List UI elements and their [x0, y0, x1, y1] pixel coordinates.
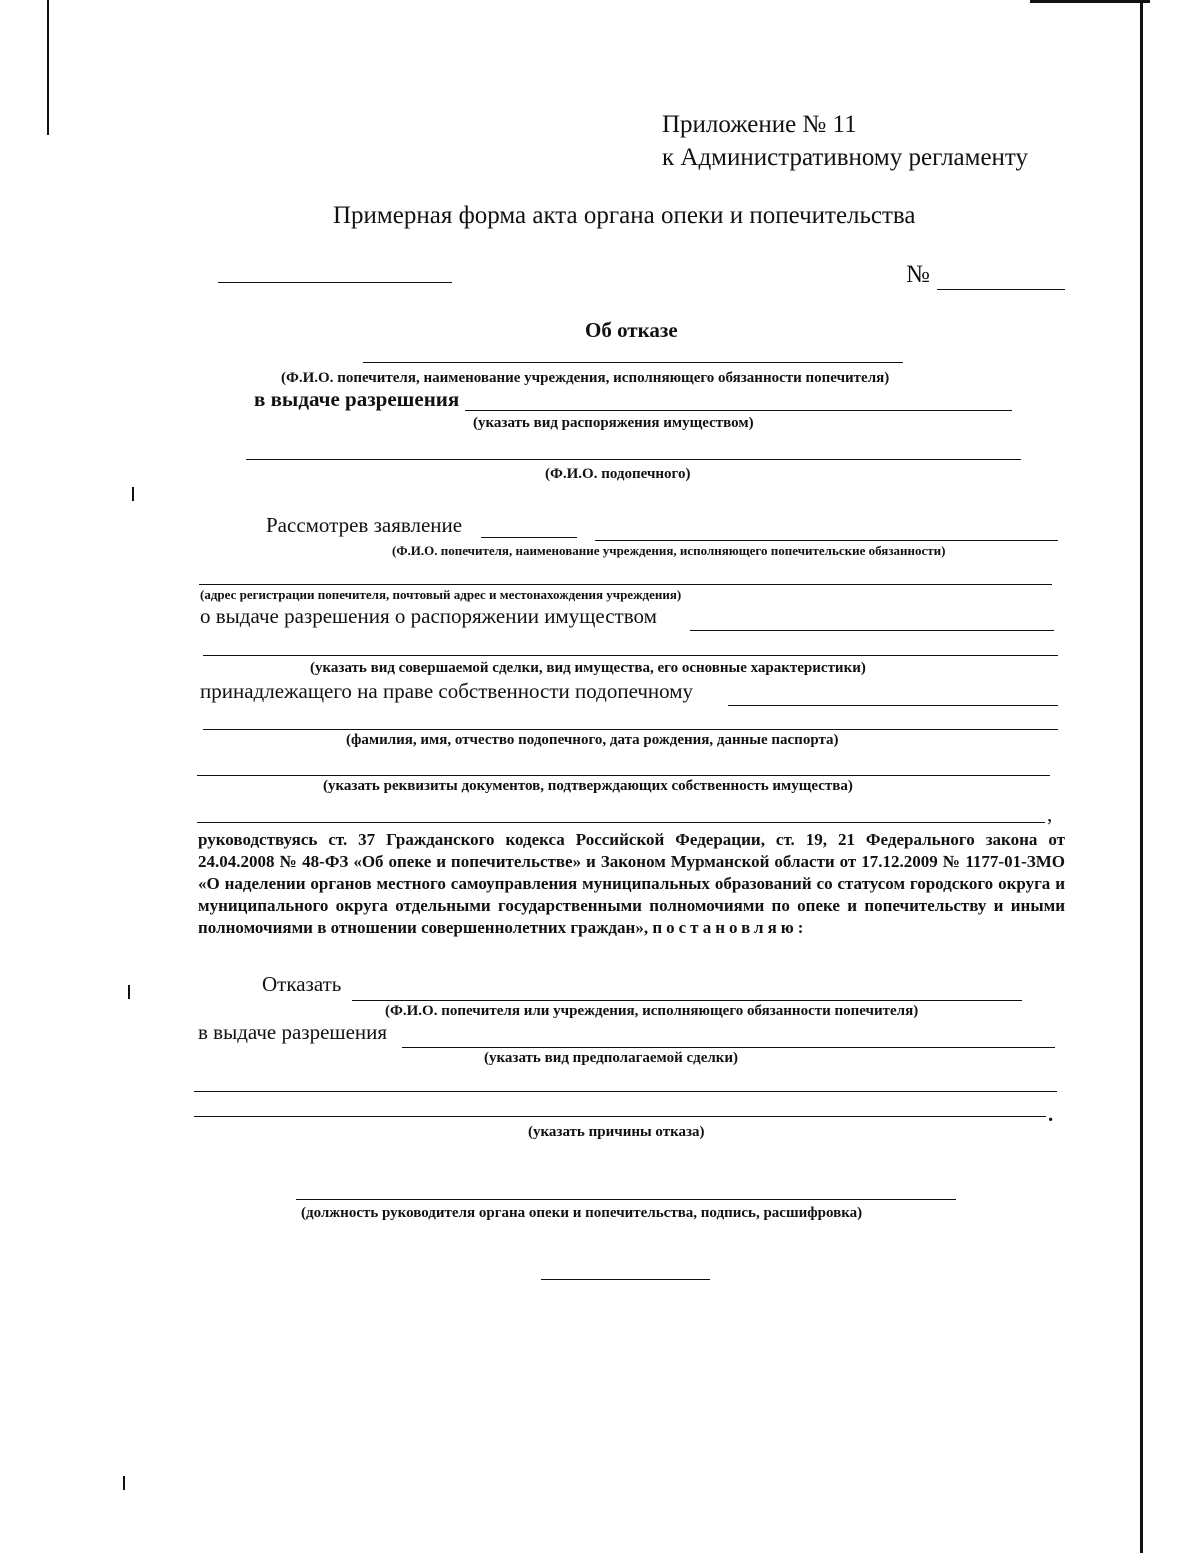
- date-line: [218, 282, 452, 283]
- guardian-name-hint-2: (Ф.И.О. попечителя, наименование учреждения, исполняющего попечительские обязанности): [392, 543, 946, 558]
- period-mark: .: [1048, 1102, 1054, 1126]
- scan-mark-left-3: [123, 1476, 125, 1490]
- reasons-line-1: [194, 1091, 1057, 1092]
- number-sign: №: [906, 261, 930, 288]
- property-disposal-hint: (указать вид распоряжения имуществом): [473, 415, 754, 431]
- disposal-label: о выдаче разрешения о распоряжении имуществом: [200, 604, 657, 628]
- signature-hint: (должность руководителя органа опеки и попечительства, подпись, расшифровка): [301, 1205, 863, 1221]
- document-title: Примерная форма акта органа опеки и попечительства: [333, 202, 916, 229]
- address-hint: (адрес регистрации попечителя, почтовый адрес и местонахождения учреждения): [200, 587, 682, 602]
- application-line-b: [595, 540, 1058, 541]
- comma-mark: ,: [1047, 802, 1053, 826]
- ward-details-line: [203, 729, 1058, 730]
- ownership-label: принадлежащего на праве собственности подопечному: [200, 679, 694, 703]
- documents-hint: (указать реквизиты документов, подтверждающих собственность имущества): [323, 778, 853, 794]
- guardian-line: [363, 362, 903, 363]
- ownership-line: [728, 705, 1058, 706]
- documents-line: [197, 775, 1050, 776]
- appendix-number: Приложение № 11: [662, 111, 857, 138]
- deal-line: [203, 655, 1058, 656]
- signature-line: [296, 1199, 956, 1200]
- scan-edge-left: [47, 0, 49, 135]
- scan-edge-top-right: [1030, 0, 1150, 3]
- application-line-a: [481, 537, 577, 538]
- subject-heading: Об отказе: [585, 318, 678, 342]
- refuse-label: Отказать: [262, 972, 342, 996]
- end-line: [541, 1279, 710, 1280]
- scan-mark-left-2: [128, 985, 130, 999]
- refuse-line: [352, 1000, 1022, 1001]
- scan-mark-left-1: [132, 487, 134, 501]
- permit-line-2: [402, 1047, 1055, 1048]
- legal-basis-text: руководствуясь ст. 37 Гражданского кодекса Российской Федерации, ст. 19, 21 Федерального закона от 24.04.2008 № 48-ФЗ «Об опеке и попечительстве» и Законом Мурманской области от 17.12.2009 № 1177-01-ЗМО «О наделении органов местного самоуправления муниципальных образований со статусом городского округа и муниципального округа отдельными государственными полномочиями по опеке и попечительству и иными полномочиями в отношении совершеннолетних граждан»,: [198, 830, 1065, 937]
- ward-name-hint: (Ф.И.О. подопечного): [545, 466, 691, 482]
- reasons-hint: (указать причины отказа): [528, 1124, 705, 1140]
- address-line: [199, 584, 1052, 585]
- reasons-line-2: [194, 1116, 1046, 1117]
- considered-label: Рассмотрев заявление: [266, 513, 463, 537]
- regulation-reference: к Административному регламенту: [662, 144, 1029, 171]
- documents-line-2: [197, 822, 1045, 823]
- permit-label-2: в выдаче разрешения: [198, 1020, 388, 1044]
- permit-label-1: в выдаче разрешения: [254, 387, 460, 411]
- permit-line-1: [465, 410, 1012, 411]
- ward-details-hint: (фамилия, имя, отчество подопечного, дата рождения, данные паспорта): [346, 732, 839, 748]
- guardian-or-institution-hint: (Ф.И.О. попечителя или учреждения, исполняющего обязанности попечителя): [385, 1003, 919, 1019]
- intended-deal-hint: (указать вид предполагаемой сделки): [484, 1050, 739, 1066]
- legal-basis-paragraph: [198, 829, 1065, 939]
- ward-line: [246, 459, 1021, 460]
- resolve-word: постановляю:: [652, 918, 808, 937]
- number-line: [937, 289, 1065, 290]
- guardian-name-hint: (Ф.И.О. попечителя, наименование учреждения, исполняющего обязанности попечителя): [281, 370, 890, 386]
- disposal-line: [690, 630, 1054, 631]
- scan-edge-right: [1140, 0, 1143, 1553]
- deal-hint: (указать вид совершаемой сделки, вид имущества, его основные характеристики): [310, 660, 866, 676]
